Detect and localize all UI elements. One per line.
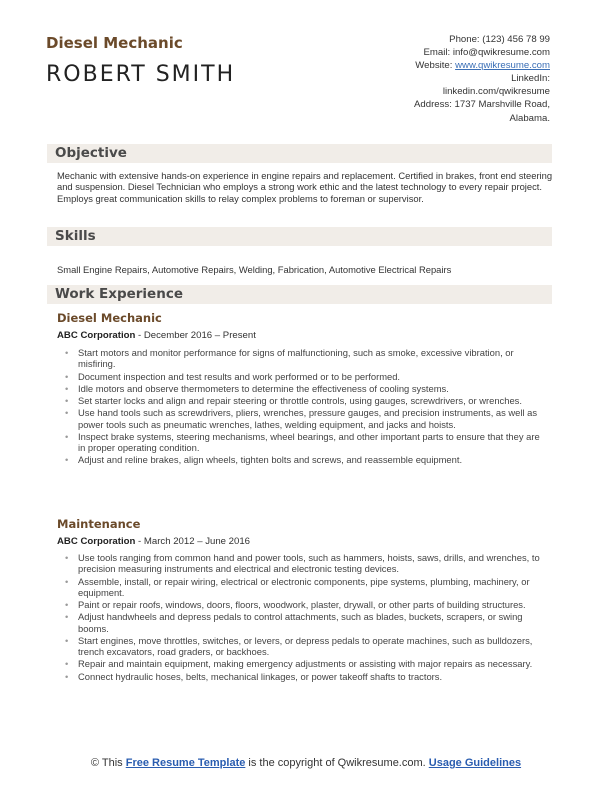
job-1-company-line	[57, 330, 256, 342]
contact-address-line1: Address: 1737 Marshville Road,	[414, 99, 550, 111]
objective-text: Mechanic with extensive hands-on experience in engine repairs and replacement. Certified in brakes, front end steering and suspension. Diesel Technician who employs a strong work ethic and the latest technology to every repair project. Employs great communication skills to relay complex problems to foreman or supervisor.	[57, 170, 553, 204]
list-item: • Paint or repair roofs, windows, doors, floors, woodwork, plaster, drywall, or other parts of building structures.	[63, 599, 549, 610]
copyright-footer	[70, 757, 542, 770]
job-title: Diesel Mechanic	[46, 34, 183, 52]
website-label: Website:	[415, 60, 456, 72]
skills-text: Small Engine Repairs, Automotive Repairs, Welding, Fabrication, Automotive Electrical Repairs	[57, 264, 452, 275]
contact-linkedin-value: linkedin.com/qwikresume	[442, 86, 550, 98]
list-item: • Inspect brake systems, steering mechanisms, wheel bearings, and other important parts to ensure that they are in proper operating condition.	[63, 431, 549, 453]
contact-email: Email: info@qwikresume.com	[423, 47, 550, 59]
job-2-dates: - March 2012 – June 2016	[135, 536, 251, 547]
list-item: • Repair and maintain equipment, making emergency adjustments or assisting with major repairs as necessary.	[63, 658, 549, 669]
list-item: • Document inspection and test results and work performed or to be performed.	[63, 371, 549, 382]
contact-website	[330, 59, 550, 72]
contact-address-line2: Alabama.	[509, 112, 550, 124]
job-1-bullets	[63, 347, 549, 467]
contact-phone: Phone: (123) 456 78 99	[449, 34, 550, 45]
list-item: • Adjust handwheels and depress pedals to control attachments, such as blades, buckets, scrapers, or swing booms.	[63, 611, 549, 633]
job-1-company: ABC Corporation	[57, 330, 136, 341]
free-resume-template-link[interactable]: Free Resume Template	[125, 757, 246, 769]
job-2-bullets	[63, 552, 549, 683]
candidate-name: ROBERT SMITH	[46, 62, 236, 87]
job-1-dates: - December 2016 – Present	[135, 330, 256, 341]
job-1-title: Diesel Mechanic	[57, 311, 162, 325]
contact-block	[330, 33, 550, 125]
list-item: • Idle motors and observe thermometers to determine the effectiveness of cooling systems.	[63, 383, 549, 394]
footer-prefix: © This	[90, 757, 126, 769]
footer-middle: is the copyright of Qwikresume.com.	[245, 757, 429, 769]
list-item: • Set starter locks and align and repair steering or throttle controls, using gauges, screwdrivers, or wrenches.	[63, 395, 549, 406]
skills-heading: Skills	[47, 227, 552, 246]
list-item: • Connect hydraulic hoses, belts, mechanical linkages, or power takeoff shafts to tractors.	[63, 671, 549, 682]
usage-guidelines-link[interactable]: Usage Guidelines	[428, 757, 522, 769]
list-item: • Assemble, install, or repair wiring, electrical or electronic components, pipe systems, plumbing, machinery, or equipment.	[63, 576, 549, 598]
website-link[interactable]: www.qwikresume.com	[455, 60, 550, 72]
list-item: • Adjust and reline brakes, align wheels, tighten bolts and screws, and reassemble equipment.	[63, 454, 549, 465]
list-item: • Start engines, move throttles, switches, or levers, or depress pedals to operate machines, such as bulldozers, trench excavators, road graders, or backhoes.	[63, 635, 549, 657]
list-item: • Use hand tools such as screwdrivers, pliers, wrenches, pressure gauges, and precision instruments, as well as power tools such as pneumatic wrenches, lathes, welding equipment, and jacks and hoists.	[63, 407, 549, 429]
resume-header	[46, 34, 235, 88]
contact-linkedin-label: LinkedIn:	[511, 73, 550, 85]
list-item: • Use tools ranging from common hand and power tools, such as hammers, hoists, saws, drills, and wrenches, to precision measuring instruments and electrical and electronic testing devices.	[63, 552, 549, 574]
objective-heading: Objective	[47, 144, 552, 163]
work-experience-heading: Work Experience	[47, 285, 552, 304]
job-2-company: ABC Corporation	[57, 536, 136, 547]
job-2-title: Maintenance	[57, 517, 141, 531]
list-item: • Start motors and monitor performance for signs of malfunctioning, such as smoke, excessive vibration, or misfiring.	[63, 347, 549, 369]
job-2-company-line	[57, 536, 250, 548]
